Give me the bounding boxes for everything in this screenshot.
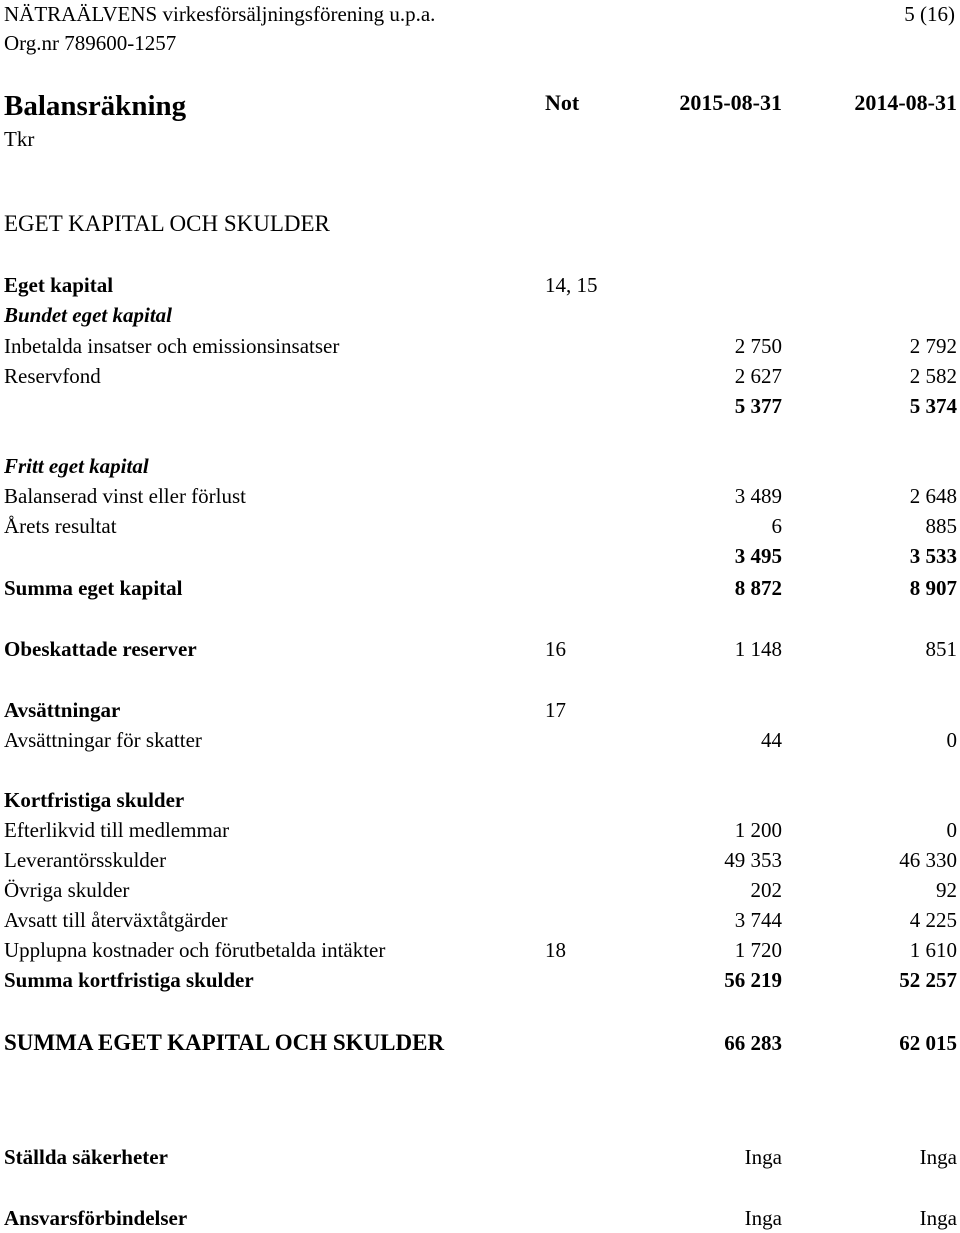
row-previous-value: 2 648 [909,484,957,508]
restricted-equity-label: Bundet eget kapital [4,303,172,327]
row-label: Avsättningar för skatter [4,728,202,752]
row-current-value: 49 353 [724,848,782,872]
column-header-note: Not [545,90,580,115]
row-label: Inbetalda insatser och emissionsinsatser [4,334,340,358]
equity-total-current: 8 872 [734,576,782,600]
row-previous-value: 2 792 [909,334,957,358]
section-heading: EGET KAPITAL OCH SKULDER [4,211,330,236]
equity-total-previous: 8 907 [909,576,957,600]
equity-note: 14, 15 [545,273,598,297]
contingent-liabilities-previous: Inga [919,1206,957,1230]
pledged-assets-label: Ställda säkerheter [4,1145,168,1169]
restricted-subtotal-current: 5 377 [734,394,782,418]
row-current-value: 2 627 [734,364,782,388]
free-subtotal-previous: 3 533 [909,544,957,568]
free-subtotal-current: 3 495 [734,544,782,568]
current-liabilities-label: Kortfristiga skulder [4,788,185,812]
row-label: Årets resultat [4,514,117,538]
grand-total-current: 66 283 [724,1031,782,1055]
page-number: 5 (16) [904,2,955,26]
equity-label: Eget kapital [4,273,114,297]
row-previous-value: 2 582 [909,364,957,388]
free-equity-label: Fritt eget kapital [4,454,149,478]
restricted-subtotal-previous: 5 374 [909,394,957,418]
row-current-value: 3 744 [734,908,782,932]
row-label: Avsatt till återväxtåtgärder [4,908,228,932]
row-current-value: 2 750 [734,334,782,358]
row-label: Leverantörsskulder [4,848,167,872]
row-label: Upplupna kostnader och förutbetalda intäkter [4,938,386,962]
row-current-value: 3 489 [734,484,782,508]
untaxed-reserves-note: 16 [545,637,566,661]
current-liabilities-total-previous: 52 257 [899,968,957,992]
row-current-value: 1 200 [734,818,782,842]
row-previous-value: 92 [936,878,957,902]
organization-number: Org.nr 789600-1257 [4,31,177,55]
contingent-liabilities-label: Ansvarsförbindelser [4,1206,188,1230]
row-previous-value: 0 [946,818,957,842]
row-previous-value: 46 330 [899,848,957,872]
row-label: Efterlikvid till medlemmar [4,818,230,842]
row-previous-value: 1 610 [909,938,957,962]
pledged-assets-previous: Inga [919,1145,957,1169]
column-header-previous-year: 2014-08-31 [854,90,957,115]
untaxed-reserves-label: Obeskattade reserver [4,637,197,661]
row-label: Reservfond [4,364,101,388]
row-label: Balanserad vinst eller förlust [4,484,247,508]
row-current-value: 202 [750,878,782,902]
untaxed-reserves-previous: 851 [925,637,957,661]
row-current-value: 44 [761,728,782,752]
organization-name: NÄTRAÄLVENS virkesförsäljningsförening u.p.a. [4,2,436,26]
equity-total-label: Summa eget kapital [4,576,183,600]
row-current-value: 6 [771,514,782,538]
current-liabilities-total-current: 56 219 [724,968,782,992]
row-previous-value: 4 225 [909,908,957,932]
provisions-label: Avsättningar [4,698,121,722]
grand-total-label: SUMMA EGET KAPITAL OCH SKULDER [4,1030,445,1055]
row-current-value: 1 720 [734,938,782,962]
provisions-note: 17 [545,698,566,722]
contingent-liabilities-current: Inga [744,1206,782,1230]
row-previous-value: 0 [946,728,957,752]
page-title: Balansräkning [4,90,187,122]
column-header-current-year: 2015-08-31 [679,90,782,115]
unit-label: Tkr [4,127,35,151]
row-label: Övriga skulder [4,878,130,902]
row-note: 18 [545,938,566,962]
row-previous-value: 885 [925,514,957,538]
current-liabilities-total-label: Summa kortfristiga skulder [4,968,254,992]
grand-total-previous: 62 015 [899,1031,957,1055]
untaxed-reserves-current: 1 148 [734,637,782,661]
pledged-assets-current: Inga [744,1145,782,1169]
